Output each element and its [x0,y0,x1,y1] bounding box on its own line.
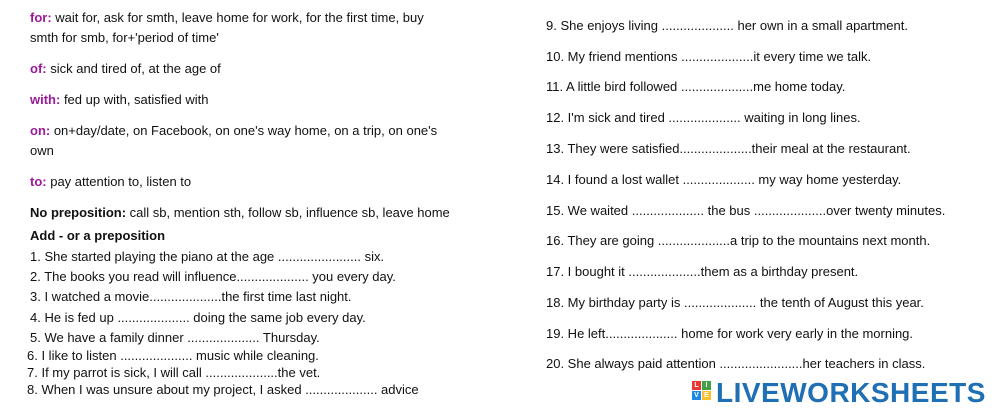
exercise-item: 19. He left.................... home for work very early in the morning. [546,326,914,341]
exercise-item: 12. I'm sick and tired .................... waiting in long lines. [546,110,861,125]
exercise-item: 6. I like to listen .................... music while cleaning. [27,348,319,363]
rule-for-continued: smth for smb, for+'period of time' [30,30,219,45]
rule-text: sick and tired of, at the age of [46,61,221,76]
rule-keyword: with: [30,92,61,107]
rule-on [30,122,437,140]
rule-to [30,173,191,191]
logo-badge-letter: V [692,391,701,400]
exercise-item: 9. She enjoys living .................... her own in a small apartment. [546,18,908,33]
exercise-item: 16. They are going ....................a trip to the mountains next month. [546,233,931,248]
exercise-item: 13. They were satisfied....................their meal at the restaurant. [546,141,911,156]
exercise-item: 10. My friend mentions ....................it every time we talk. [546,49,872,64]
rule-keyword: of: [30,61,47,76]
logo-badge-icon [692,378,712,408]
exercise-item: 2. The books you read will influence.................... you every day. [30,269,396,284]
rule-text: pay attention to, listen to [46,174,192,189]
exercise-item: 15. We waited .................... the bus ....................over twenty minutes. [546,203,946,218]
exercise-item: 20. She always paid attention .......................her teachers in class. [546,356,926,371]
rule-text: fed up with, satisfied with [60,92,209,107]
logo-badge-letter: I [702,381,711,390]
logo-text: LIVEWORKSHEETS [716,377,986,408]
rule-with [30,91,208,109]
exercise-heading: Add - or a preposition [30,228,166,243]
exercise-item: 17. I bought it ....................them as a birthday present. [546,264,859,279]
rule-text: call sb, mention sth, follow sb, influence sb, leave home [126,205,450,220]
rule-for [30,9,424,27]
exercise-item: 7. If my parrot is sick, I will call ....................the vet. [27,365,321,380]
exercise-item: 18. My birthday party is .................... the tenth of August this year. [546,295,924,310]
rule-text: wait for, ask for smth, leave home for work, for the first time, buy [51,10,424,25]
exercise-item: 14. I found a lost wallet .................... my way home yesterday. [546,172,902,187]
rule-label: No preposition: [30,205,127,220]
exercise-item: 3. I watched a movie....................the first time last night. [30,289,352,304]
exercise-item: 4. He is fed up .................... doing the same job every day. [30,310,366,325]
liveworksheets-logo [692,376,986,410]
rule-of [30,60,221,78]
rule-text: on+day/date, on Facebook, on one's way home, on a trip, on one's [50,123,438,138]
rule-keyword: for: [30,10,52,25]
logo-badge-letter: L [692,381,701,390]
rule-keyword: to: [30,174,47,189]
exercise-item: 11. A little bird followed ....................me home today. [546,79,846,94]
rule-no-preposition [30,204,450,222]
exercise-item: 1. She started playing the piano at the age ....................... six. [30,249,385,264]
rule-on-continued: own [30,143,54,158]
exercise-item: 5. We have a family dinner .................... Thursday. [30,330,320,345]
exercise-item: 8. When I was unsure about my project, I asked .................... advice [27,382,419,397]
logo-badge-letter: E [702,391,711,400]
rule-keyword: on: [30,123,51,138]
